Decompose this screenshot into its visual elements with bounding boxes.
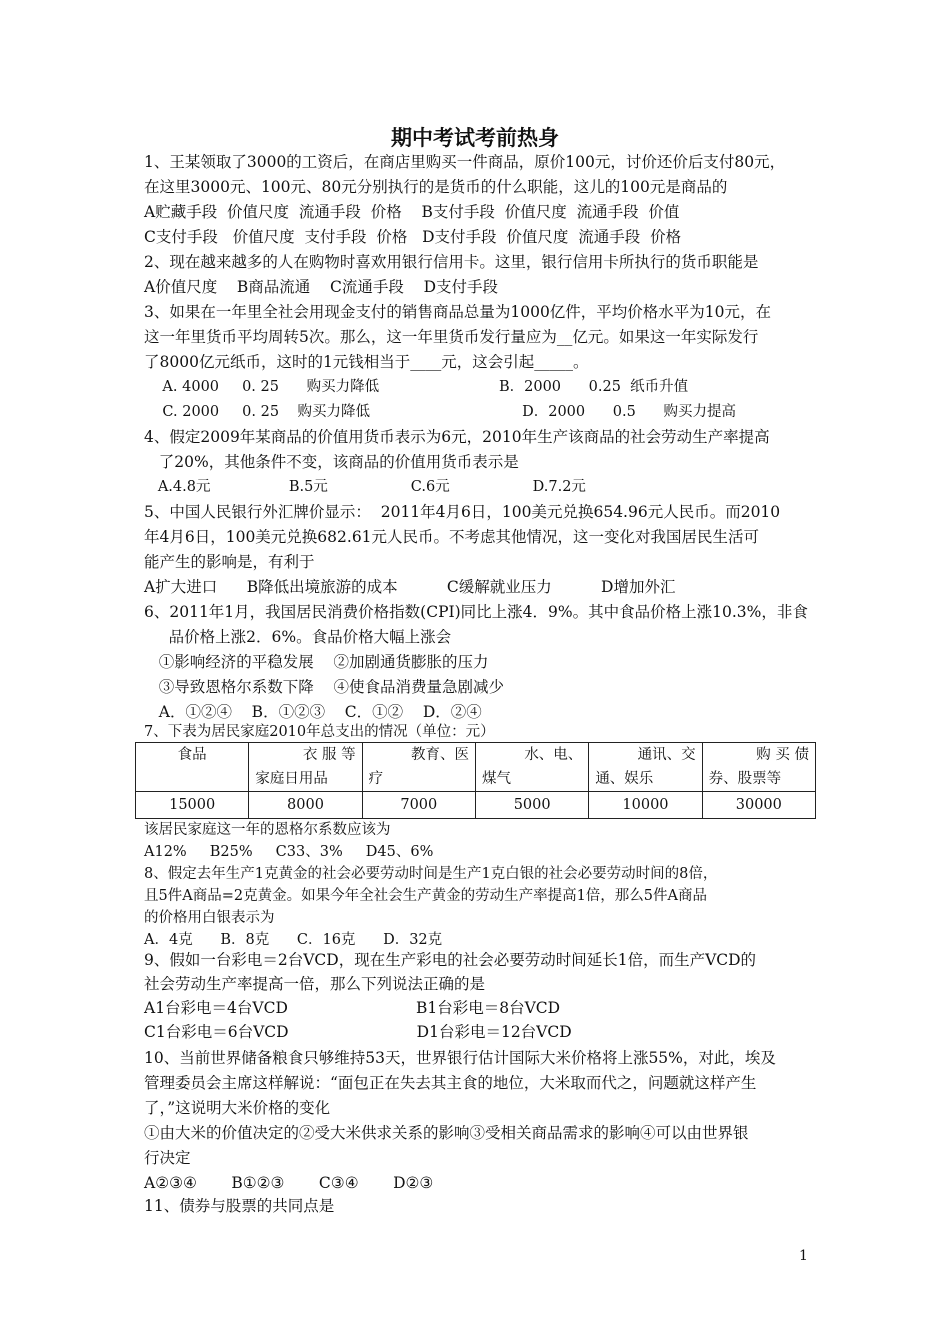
text-line: ①影响经济的平稳发展 ②加剧通货膨胀的压力 <box>144 653 489 671</box>
header-text: 通、娱乐 <box>595 771 654 787</box>
text-line: 1、王某领取了3000的工资后，在商店里购买一件商品，原价100元，讨价还价后支付80元， <box>144 153 786 171</box>
text-line: C支付手段 价值尺度 支付手段 价格 D支付手段 价值尺度 流通手段 价格 <box>144 228 682 246</box>
text-line: ①由大米的价值决定的②受大米供求关系的影响③受相关商品需求的影响④可以由世界银 <box>144 1124 749 1142</box>
table-header-cell <box>136 743 249 792</box>
table-cell: 10000 <box>589 792 702 819</box>
text-line: 10、当前世界储备粮食只够维持53天，世界银行估计国际大米价格将上涨55%，对此，埃及 <box>144 1049 776 1067</box>
header-text: 通讯、交 <box>637 747 696 763</box>
text-line: A贮藏手段 价值尺度 流通手段 价格 B支付手段 价值尺度 流通手段 价值 <box>144 203 680 221</box>
text-line: 9、假如一台彩电＝2台VCD，现在生产彩电的社会必要劳动时间延长1倍，而生产VCD的 <box>144 951 757 969</box>
text-line: 社会劳动生产率提高一倍，那么下列说法正确的是 <box>144 975 486 993</box>
table-cell: 8000 <box>249 792 362 819</box>
header-text: 衣 服 等 <box>302 747 356 763</box>
text-line: A.4.8元 B.5元 C.6元 D.7.2元 <box>144 479 586 495</box>
text-line: 品价格上涨2．6%。食品价格大幅上涨会 <box>144 628 452 646</box>
text-line: 该居民家庭这一年的恩格尔系数应该为 <box>144 822 391 838</box>
text-line: 管理委员会主席这样解说：“面包正在失去其主食的地位，大米取而代之，问题就这样产生 <box>144 1074 757 1092</box>
header-text: 疗 <box>368 771 384 787</box>
header-text: 教育、医 <box>410 747 469 763</box>
text-line: A价值尺度 B商品流通 C流通手段 D支付手段 <box>144 278 498 296</box>
text-line: A②③④ B①②③ C③④ D②③ <box>144 1174 434 1192</box>
header-text: 水、电、 <box>524 747 583 763</box>
text-line: C. 2000 0. 25 购买力降低 D．2000 0.5 购买力提高 <box>144 404 737 420</box>
table-header-cell <box>475 743 588 792</box>
text-line: 5、中国人民银行外汇牌价显示： 2011年4月6日，100美元兑换654.96元人民币。而2010 <box>144 503 781 521</box>
header-text: 食品 <box>177 747 207 763</box>
text-line: A. 4000 0. 25 购买力降低 B．2000 0.25 纸币升值 <box>144 379 689 395</box>
text-line: 了20%，其他条件不变，该商品的价值用货币表示是 <box>144 453 519 471</box>
table-header-row <box>136 743 816 792</box>
table-header-cell <box>249 743 362 792</box>
table-cell: 7000 <box>362 792 475 819</box>
text-line: 8、假定去年生产1克黄金的社会必要劳动时间是生产1克白银的社会必要劳动时间的8倍， <box>144 866 718 882</box>
text-line: 在这里3000元、100元、80元分别执行的是货币的什么职能，这儿的100元是商品的 <box>144 178 728 196</box>
text-line: A扩大进口 B降低出境旅游的成本 C缓解就业压力 D增加外汇 <box>144 578 676 596</box>
text-line: 了，”这说明大米价格的变化 <box>144 1099 331 1117</box>
table-header-cell <box>589 743 702 792</box>
text-line: 且5件A商品=2克黄金。如果今年全社会生产黄金的劳动生产率提高1倍，那么5件A商品 <box>144 888 707 904</box>
text-line: A1台彩电＝4台VCD B1台彩电＝8台VCD <box>144 999 561 1017</box>
text-line: 7、下表为居民家庭2010年总支出的情况（单位：元） <box>144 724 495 740</box>
text-line: 11、债券与股票的共同点是 <box>144 1197 335 1215</box>
text-line: 能产生的影响是，有利于 <box>144 553 315 571</box>
text-line: 了8000亿元纸币，这时的1元钱相当于____元，这会引起_____。 <box>144 353 589 371</box>
header-text: 煤气 <box>481 771 511 787</box>
page-title: 期中考试考前热身 <box>391 126 559 150</box>
table-cell: 5000 <box>475 792 588 819</box>
text-line: C1台彩电＝6台VCD D1台彩电＝12台VCD <box>144 1023 572 1041</box>
expenditure-table <box>135 742 816 819</box>
table-header-cell <box>362 743 475 792</box>
text-line: A．4克 B．8克 C．16克 D．32克 <box>144 932 443 948</box>
header-text: 券、股票等 <box>708 771 782 787</box>
text-line: A．①②④ B．①②③ C．①② D．②④ <box>144 703 482 721</box>
text-line: 这一年里货币平均周转5次。那么，这一年里货币发行量应为__亿元。如果这一年实际发行 <box>144 328 759 346</box>
text-line: 年4月6日，100美元兑换682.61元人民币。不考虑其他情况，这一变化对我国居民生活可 <box>144 528 760 546</box>
text-line: 6、2011年1月，我国居民消费价格指数(CPI)同比上涨4．9%。其中食品价格上涨10.3%，非食 <box>144 603 808 621</box>
text-line: ③导致恩格尔系数下降 ④使食品消费量急剧减少 <box>144 678 504 696</box>
table-row <box>136 792 816 819</box>
text-line: 的价格用白银表示为 <box>144 910 275 926</box>
text-line: 3、如果在一年里全社会用现金支付的销售商品总量为1000亿件，平均价格水平为10元，在 <box>144 303 772 321</box>
table-cell: 30000 <box>702 792 815 819</box>
text-line: A12% B25% C33、3% D45、6% <box>144 844 434 860</box>
text-line: 行决定 <box>144 1149 191 1167</box>
header-text: 家庭日用品 <box>255 771 328 787</box>
text-line: 4、假定2009年某商品的价值用货币表示为6元，2010年生产该商品的社会劳动生产率提高 <box>144 428 770 446</box>
table-header-cell <box>702 743 815 792</box>
table-cell: 15000 <box>136 792 249 819</box>
page-number: 1 <box>799 1248 808 1264</box>
text-line: 2、现在越来越多的人在购物时喜欢用银行信用卡。这里，银行信用卡所执行的货币职能是 <box>144 253 759 271</box>
header-text: 购 买 债 <box>756 747 809 763</box>
